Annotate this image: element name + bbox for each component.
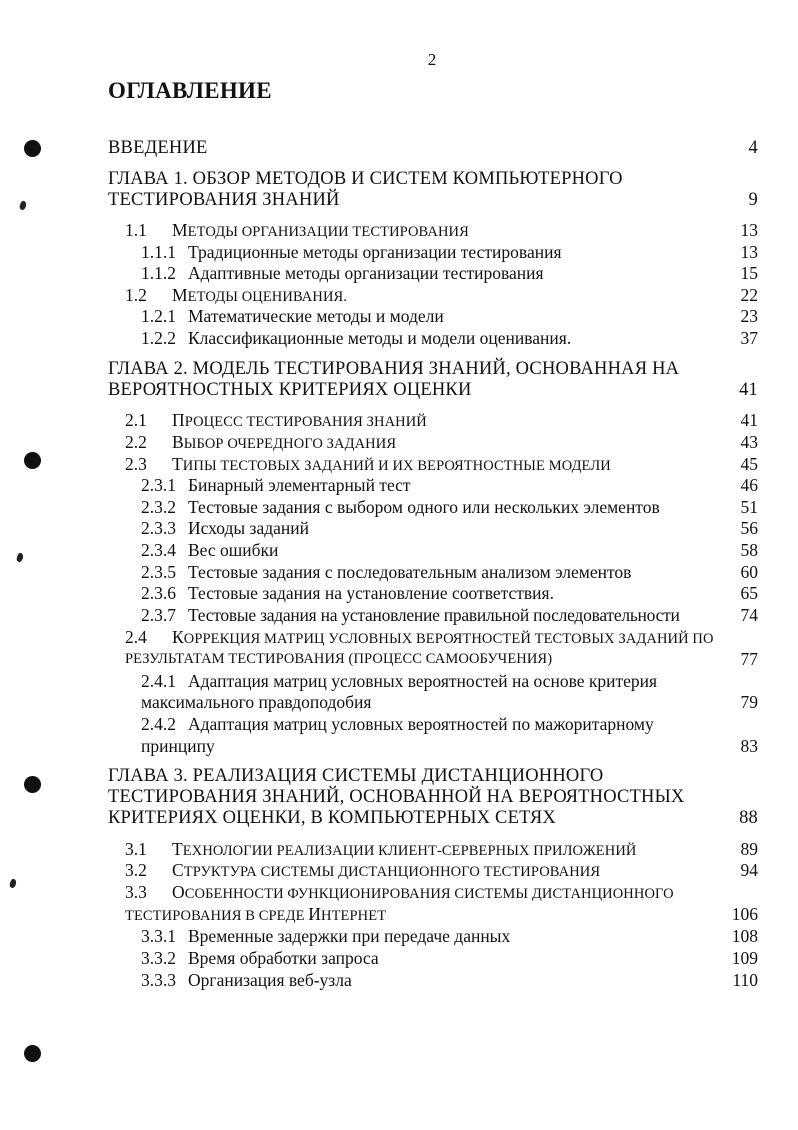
toc-subsection-1-1-2: 1.1.2 Адаптивные методы организации тестирования 15 (141, 263, 758, 283)
toc-subsection-3-3-1: 3.3.1 Временные задержки при передаче данных 108 (141, 926, 758, 946)
toc-subsection-2-3-6: 2.3.6 Тестовые задания на установление соответствия. 65 (141, 583, 758, 603)
toc-chapter-1-cont: ТЕСТИРОВАНИЯ ЗНАНИЙ 9 (108, 190, 758, 210)
toc-subsection-1-1-1: 1.1.1 Традиционные методы организации тестирования 13 (141, 242, 758, 262)
toc-subsection-2-3-1: 2.3.1 Бинарный элементарный тест 46 (141, 475, 758, 495)
toc-chapter-2: ГЛАВА 2. МОДЕЛЬ ТЕСТИРОВАНИЯ ЗНАНИЙ, ОСНОВАННАЯ НА (108, 359, 680, 379)
toc-chapter-2-cont: ВЕРОЯТНОСТНЫХ КРИТЕРИЯХ ОЦЕНКИ 41 (108, 380, 758, 400)
toc-section-2-4: 2.4 КОРРЕКЦИЯ МАТРИЦ УСЛОВНЫХ ВЕРОЯТНОСТЕЙ ТЕСТОВЫХ ЗАДАНИЙ ПО (125, 627, 714, 647)
toc-chapter-3-cont-2: КРИТЕРИЯХ ОЦЕНКИ, В КОМПЬЮТЕРНЫХ СЕТЯХ 88 (108, 808, 758, 828)
toc-subsection-3-3-3: 3.3.3 Организация веб-узла 110 (141, 970, 758, 990)
toc-section-3-2: 3.2 СТРУКТУРА СИСТЕМЫ ДИСТАНЦИОННОГО ТЕСТИРОВАНИЯ 94 (125, 860, 758, 880)
toc-chapter-1: ГЛАВА 1. ОБЗОР МЕТОДОВ И СИСТЕМ КОМПЬЮТЕРНОГО (108, 169, 623, 189)
toc-subsection-2-3-3: 2.3.3 Исходы заданий 56 (141, 518, 758, 538)
page-number: 2 (427, 50, 437, 69)
toc-section-1-2: 1.2 МЕТОДЫ ОЦЕНИВАНИЯ. 22 (125, 285, 758, 305)
toc-subsection-2-3-5: 2.3.5 Тестовые задания с последовательным анализом элементов 60 (141, 562, 758, 582)
toc-chapter-3-cont-1: ТЕСТИРОВАНИЯ ЗНАНИЙ, ОСНОВАННОЙ НА ВЕРОЯТНОСТНЫХ (108, 787, 685, 807)
toc-section-3-3-cont: ТЕСТИРОВАНИЯ В СРЕДЕ ИНТЕРНЕТ 106 (125, 904, 758, 924)
toc-subsection-3-3-2: 3.3.2 Время обработки запроса 109 (141, 948, 758, 968)
toc-subsection-2-4-1: 2.4.1 Адаптация матриц условных вероятностей на основе критерия (141, 671, 658, 691)
toc-subsection-2-4-1-cont: максимального правдоподобия 79 (141, 692, 758, 712)
toc-subsection-2-3-7: 2.3.7 Тестовые задания на установление правильной последовательности 74 (141, 605, 758, 625)
toc-section-2-3: 2.3 ТИПЫ ТЕСТОВЫХ ЗАДАНИЙ И ИХ ВЕРОЯТНОСТНЫЕ МОДЕЛИ 45 (125, 454, 758, 474)
toc-section-2-4-cont: РЕЗУЛЬТАТАМ ТЕСТИРОВАНИЯ (ПРОЦЕСС САМООБУЧЕНИЯ) 77 (125, 649, 758, 669)
toc-subsection-2-4-2-cont: принципу 83 (141, 736, 758, 756)
toc-section-3-1: 3.1 ТЕХНОЛОГИИ РЕАЛИЗАЦИИ КЛИЕНТ-СЕРВЕРНЫХ ПРИЛОЖЕНИЙ 89 (125, 839, 758, 859)
binder-hole (24, 1045, 41, 1062)
toc-section-3-3: 3.3 ОСОБЕННОСТИ ФУНКЦИОНИРОВАНИЯ СИСТЕМЫ ДИСТАНЦИОННОГО (125, 882, 674, 902)
toc-chapter-3: ГЛАВА 3. РЕАЛИЗАЦИЯ СИСТЕМЫ ДИСТАНЦИОННОГО (108, 766, 604, 786)
toc-subsection-2-3-4: 2.3.4 Вес ошибки 58 (141, 540, 758, 560)
toc-subsection-1-2-2: 1.2.2 Классификационные методы и модели оценивания. 37 (141, 328, 758, 348)
toc-section-1-1: 1.1 МЕТОДЫ ОРГАНИЗАЦИИ ТЕСТИРОВАНИЯ 13 (125, 220, 758, 240)
page-title: ОГЛАВЛЕНИЕ (108, 78, 272, 103)
toc-entry-introduction: ВВЕДЕНИЕ 4 (108, 138, 758, 158)
toc-section-2-2: 2.2 ВЫБОР ОЧЕРЕДНОГО ЗАДАНИЯ 43 (125, 432, 758, 452)
toc-subsection-2-4-2: 2.4.2 Адаптация матриц условных вероятностей по мажоритарному (141, 714, 654, 734)
toc-subsection-1-2-1: 1.2.1 Математические методы и модели 23 (141, 306, 758, 326)
toc-subsection-2-3-2: 2.3.2 Тестовые задания с выбором одного или нескольких элементов 51 (141, 497, 758, 517)
toc-section-2-1: 2.1 ПРОЦЕСС ТЕСТИРОВАНИЯ ЗНАНИЙ 41 (125, 410, 758, 430)
